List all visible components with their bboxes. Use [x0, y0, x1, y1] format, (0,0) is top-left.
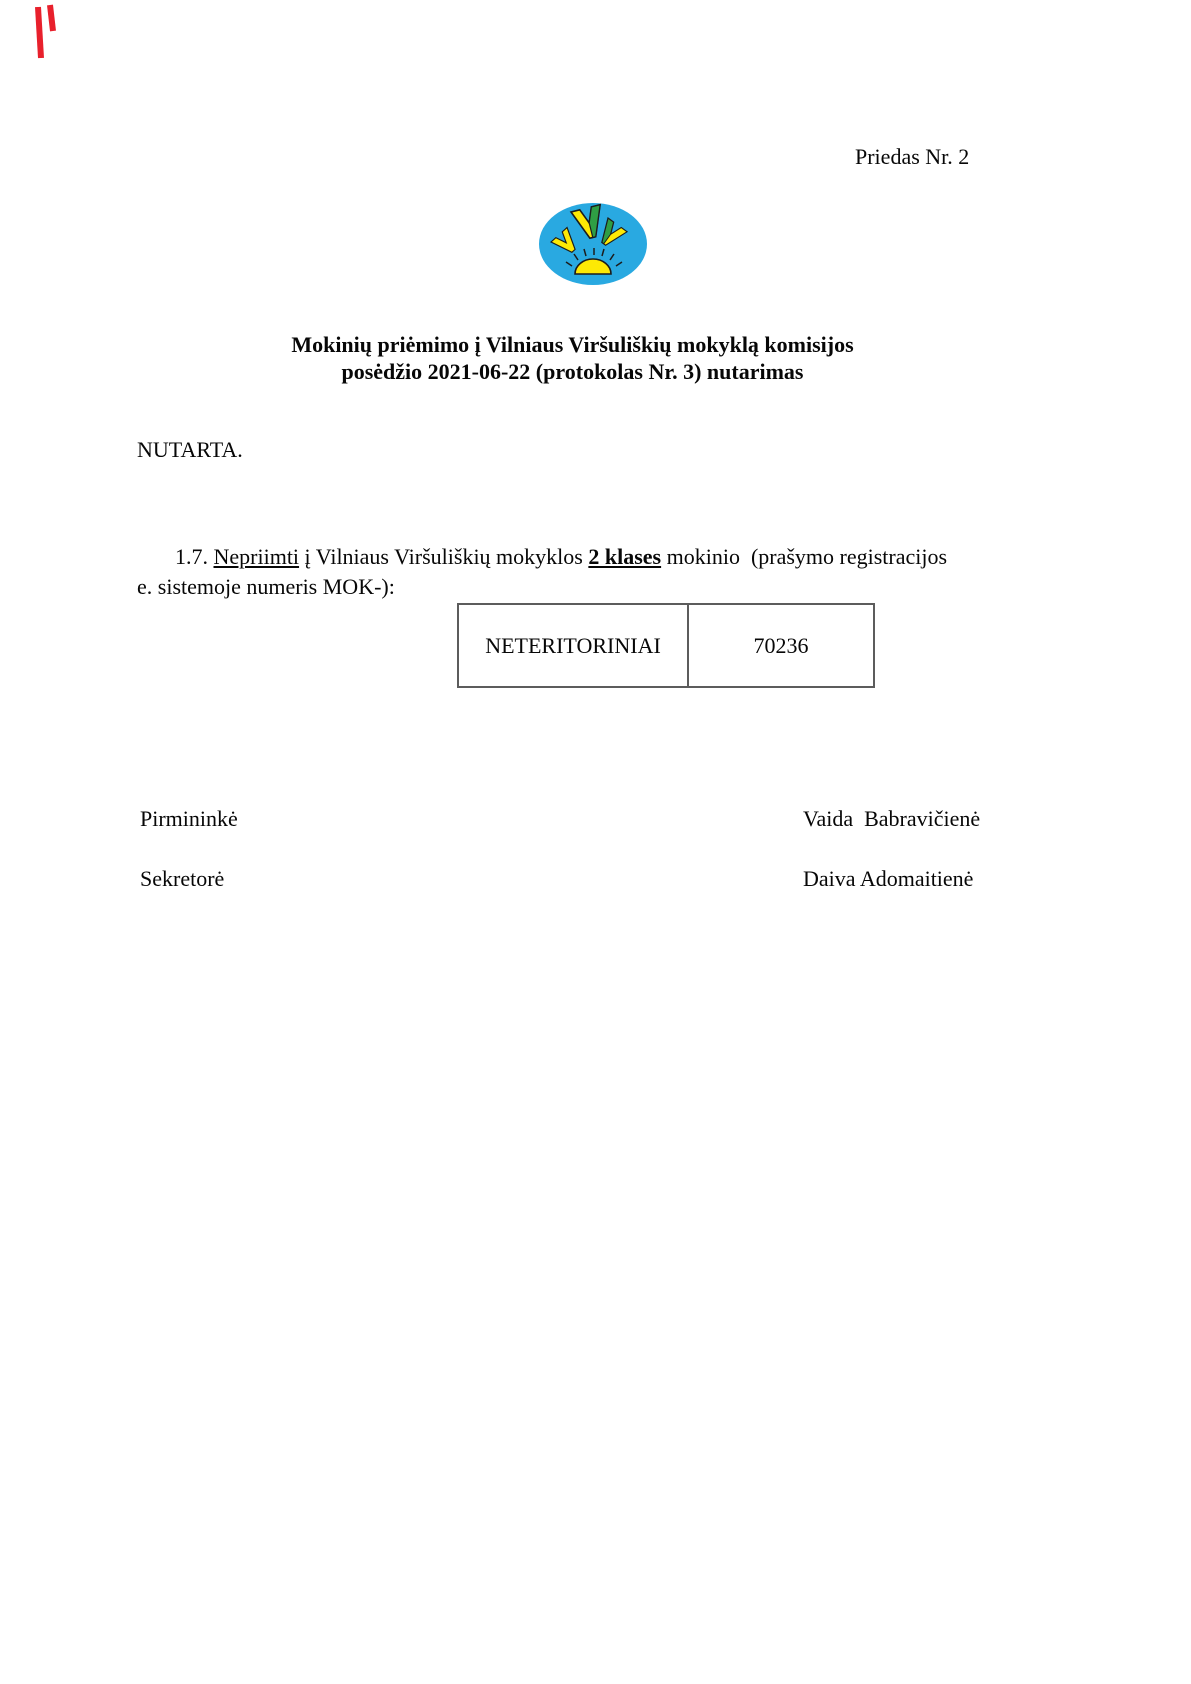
request-number-cell: 70236	[688, 604, 874, 687]
title-line-1: Mokinių priėmimo į Vilniaus Viršuliškių mokyklą komisijos	[291, 332, 854, 357]
item-number: 1.7.	[175, 544, 214, 569]
red-pen-mark-icon	[30, 3, 60, 63]
signature-name: Vaida Babravičienė	[803, 806, 981, 831]
item-middle-text: į Vilniaus Viršuliškių mokyklos	[299, 544, 589, 569]
document-title	[0, 331, 1145, 385]
item-class: 2 klases	[588, 544, 662, 569]
school-logo-icon	[538, 202, 648, 286]
item-tail-text: mokinio (prašymo registracijos	[661, 544, 948, 569]
decision-item-line-2: e. sistemoje numeris MOK-):	[137, 574, 395, 599]
signature-role: Pirmininkė	[140, 806, 238, 831]
decision-item-line-1	[137, 542, 1021, 572]
decision-heading: NUTARTA.	[137, 437, 243, 462]
title-line-2: posėdžio 2021-06-22 (protokolas Nr. 3) nutarimas	[341, 359, 804, 384]
category-cell: NETERITORINIAI	[458, 604, 688, 687]
item-action: Nepriimti	[213, 544, 300, 569]
signature-name: Daiva Adomaitienė	[803, 866, 974, 891]
attachment-note: Priedas Nr. 2	[855, 144, 970, 169]
table-row	[458, 604, 874, 687]
decision-item	[137, 542, 1021, 602]
signature-role: Sekretorė	[140, 866, 225, 891]
applicants-table	[457, 603, 875, 688]
